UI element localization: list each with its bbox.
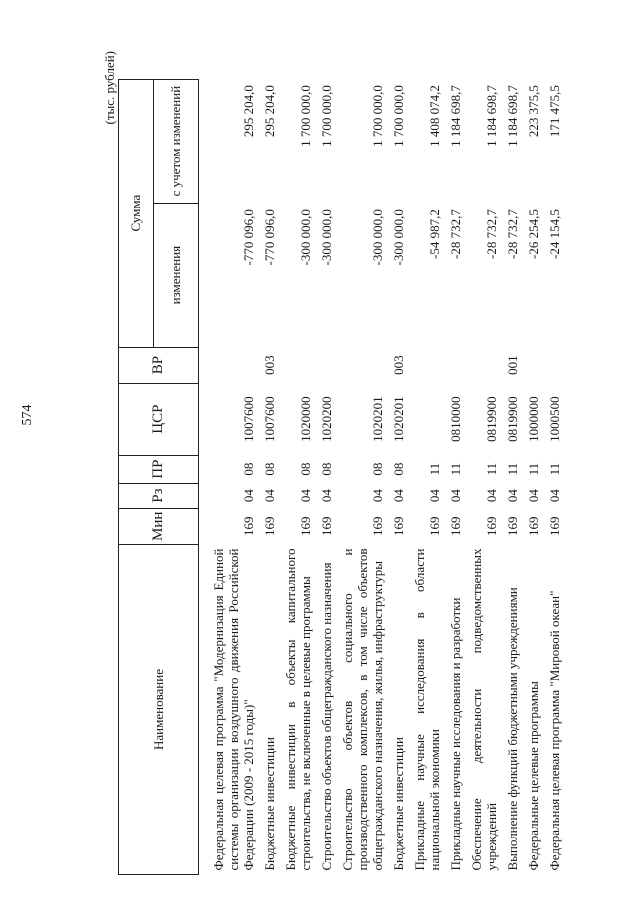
cell-name: Строительство объектов социального и производственного комплексов, в том числе объектов общегражданского назначения, жилья, инфраструктуры — [340, 548, 385, 871]
cell-total: 1 184 698,7 — [448, 85, 463, 147]
cell-vr — [445, 347, 466, 383]
cell-min: 169 — [241, 516, 256, 537]
cell-name: Бюджетные инвестиции — [262, 737, 277, 871]
table-row — [466, 79, 502, 874]
cell-csr: 0819900 — [505, 396, 520, 442]
cell-min: 169 — [262, 516, 277, 537]
cell-name: Федеральная целевая программа "Модернизация Единой системы организации воздушного движения Российской Федерации (2009 - 2015 годы)" — [211, 548, 256, 871]
cell-vr — [280, 347, 316, 383]
cell-pr: 08 — [370, 462, 385, 476]
cell-min: 169 — [484, 516, 499, 537]
cell-pr: 11 — [505, 462, 520, 476]
cell-pr: 11 — [547, 462, 562, 476]
cell-total: 223 375,5 — [526, 85, 541, 138]
table-row — [445, 79, 466, 874]
cell-change: -28 732,7 — [505, 209, 520, 259]
table-body — [199, 79, 566, 874]
cell-name: Федеральная целевая программа "Мировой океан" — [547, 590, 562, 871]
cell-csr: 1000000 — [526, 396, 541, 442]
cell-change: -24 154,5 — [547, 209, 562, 259]
table-row — [409, 79, 445, 874]
cell-change: -28 732,7 — [484, 209, 499, 259]
cell-total: 171 475,5 — [547, 85, 562, 138]
cell-name: Прикладные научные исследования в области национальной экономики — [412, 548, 442, 871]
cell-pr: 08 — [241, 462, 256, 476]
cell-min: 169 — [547, 516, 562, 537]
cell-name: Бюджетные инвестиции — [391, 737, 406, 871]
cell-pr: 08 — [319, 462, 334, 476]
cell-vr — [409, 347, 445, 383]
cell-vr: 003 — [391, 355, 406, 375]
cell-name: Строительство объектов общегражданского назначения — [319, 562, 334, 871]
cell-name: Федеральные целевые программы — [526, 681, 541, 871]
cell-csr: 1020000 — [298, 396, 313, 442]
header-sum: Сумма — [119, 79, 154, 347]
cell-rz: 04 — [370, 489, 385, 503]
cell-pr: 11 — [427, 462, 442, 476]
header-pr: ПР — [119, 455, 199, 483]
cell-change: -300 000,0 — [370, 209, 385, 266]
cell-min: 169 — [391, 516, 406, 537]
cell-rz: 04 — [448, 489, 463, 503]
cell-rz: 04 — [547, 489, 562, 503]
cell-rz: 04 — [262, 489, 277, 503]
header-min: Мин — [119, 508, 199, 544]
cell-csr — [409, 383, 445, 455]
cell-total: 1 700 000,0 — [391, 85, 406, 147]
cell-change: -300 000,0 — [391, 209, 406, 266]
cell-change: -300 000,0 — [298, 209, 313, 266]
cell-pr: 08 — [391, 462, 406, 476]
table-row — [316, 79, 337, 874]
cell-vr — [466, 347, 502, 383]
cell-vr: 001 — [505, 355, 520, 375]
budget-table — [118, 79, 565, 875]
page-number: 574 — [20, 404, 35, 426]
cell-min: 169 — [448, 516, 463, 537]
table-row — [523, 79, 544, 874]
cell-csr: 1007600 — [262, 396, 277, 442]
cell-total: 1 184 698,7 — [505, 85, 520, 147]
cell-total: 295 204,0 — [262, 85, 277, 138]
header-rz: Рз — [119, 483, 199, 508]
cell-rz: 04 — [526, 489, 541, 503]
cell-vr — [523, 347, 544, 383]
cell-rz: 04 — [427, 489, 442, 503]
cell-change: -770 096,0 — [262, 209, 277, 266]
table-row — [337, 79, 388, 874]
cell-csr: 1020201 — [370, 396, 385, 442]
cell-vr — [208, 347, 259, 383]
cell-pr: 11 — [448, 462, 463, 476]
cell-csr: 1020201 — [391, 396, 406, 442]
table-row — [388, 79, 409, 874]
cell-vr — [337, 347, 388, 383]
cell-rz: 04 — [484, 489, 499, 503]
cell-pr: 11 — [484, 462, 499, 476]
cell-rz: 04 — [391, 489, 406, 503]
header-name: Наименование — [119, 545, 199, 875]
cell-total: 1 700 000,0 — [370, 85, 385, 147]
table-row — [502, 79, 523, 874]
cell-min: 169 — [427, 516, 442, 537]
cell-csr: 0819900 — [484, 396, 499, 442]
cell-change: -26 254,5 — [526, 209, 541, 259]
cell-pr: 08 — [298, 462, 313, 476]
header-spacer — [199, 79, 209, 874]
cell-change: -28 732,7 — [448, 209, 463, 259]
cell-change: -770 096,0 — [241, 209, 256, 266]
rotated-table-container — [100, 45, 600, 875]
cell-vr — [316, 347, 337, 383]
units-note: (тыс. рублей) — [102, 51, 117, 125]
table-row — [280, 79, 316, 874]
cell-rz: 04 — [505, 489, 520, 503]
header-csr: ЦСР — [119, 383, 199, 455]
cell-min: 169 — [319, 516, 334, 537]
cell-change: -54 987,2 — [427, 209, 442, 259]
cell-csr: 1007600 — [241, 396, 256, 442]
cell-min: 169 — [526, 516, 541, 537]
cell-total: 1 700 000,0 — [319, 85, 334, 147]
cell-csr: 1000500 — [547, 396, 562, 442]
cell-min: 169 — [505, 516, 520, 537]
cell-min: 169 — [298, 516, 313, 537]
header-change: изменения — [154, 203, 199, 347]
cell-total: 1 700 000,0 — [298, 85, 313, 147]
cell-vr — [544, 347, 565, 383]
cell-rz: 04 — [298, 489, 313, 503]
cell-name: Выполнение функций бюджетными учреждениями — [505, 587, 520, 871]
cell-pr: 08 — [262, 462, 277, 476]
table-row — [208, 79, 259, 874]
header-total: с учетом изменений — [154, 79, 199, 203]
cell-rz: 04 — [319, 489, 334, 503]
table-row — [259, 79, 280, 874]
cell-rz: 04 — [241, 489, 256, 503]
cell-pr: 11 — [526, 462, 541, 476]
cell-change: -300 000,0 — [319, 209, 334, 266]
cell-name: Прикладные научные исследования и разработки — [448, 597, 463, 871]
cell-total: 1 408 074,2 — [427, 85, 442, 147]
cell-total: 1 184 698,7 — [484, 85, 499, 147]
cell-vr: 003 — [262, 355, 277, 375]
cell-csr: 1020200 — [319, 396, 334, 442]
cell-name: Бюджетные инвестиции в объекты капитального строительства, не включенные в целевые программы — [283, 548, 313, 871]
cell-name: Обеспечение деятельности подведомственных учреждений — [469, 548, 499, 871]
cell-total: 295 204,0 — [241, 85, 256, 138]
table-row — [544, 79, 565, 874]
cell-min: 169 — [370, 516, 385, 537]
header-vr: ВР — [119, 347, 199, 383]
cell-csr: 0810000 — [448, 396, 463, 442]
